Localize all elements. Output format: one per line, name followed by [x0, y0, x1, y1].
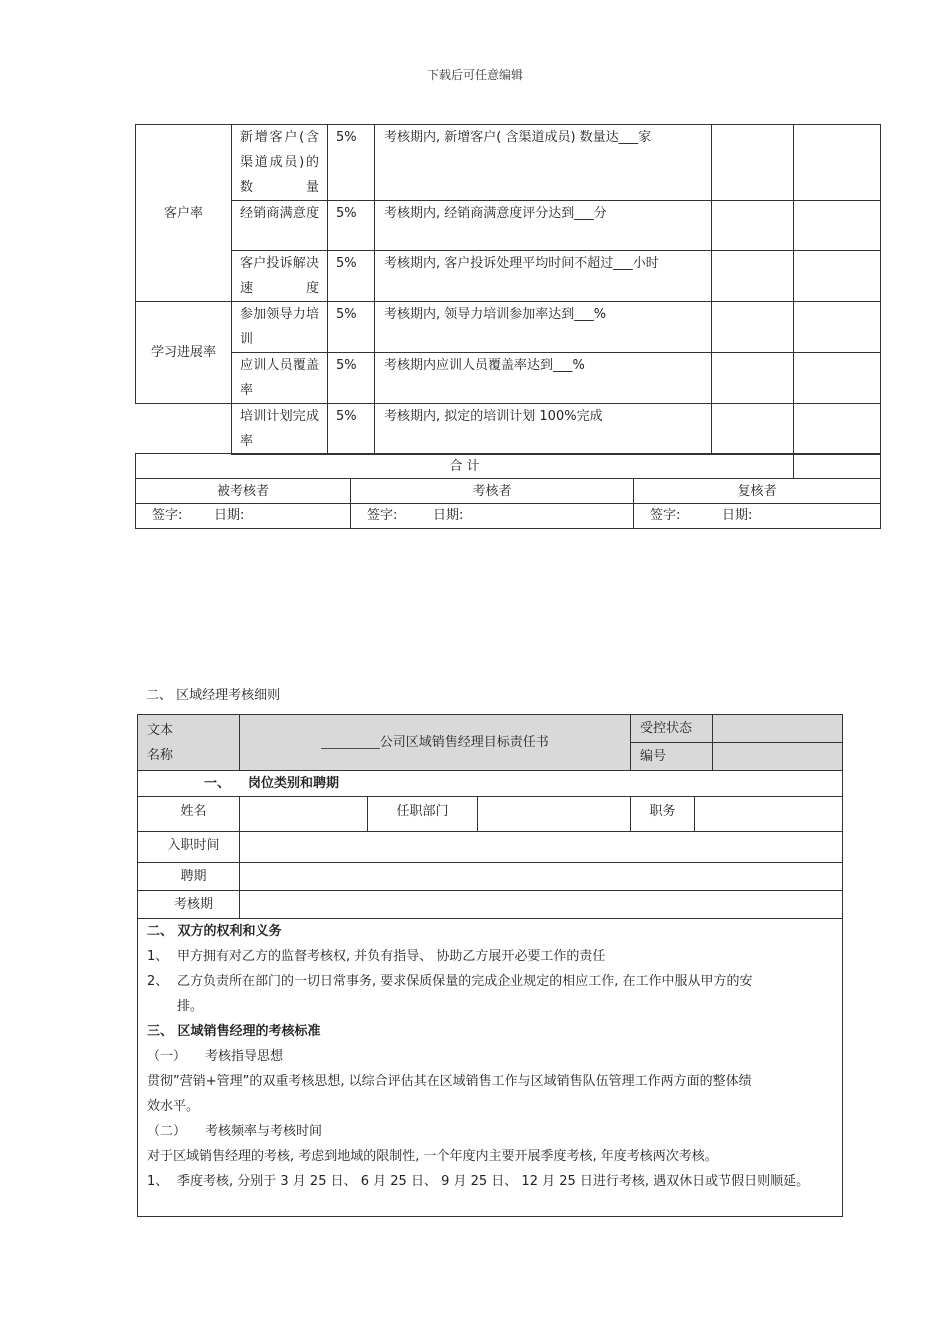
responsibility-doc-table	[137, 714, 843, 1217]
signer-assessor: 考核者	[351, 479, 634, 504]
item-cell: 应训人员覆盖率	[232, 353, 328, 404]
table-row	[136, 353, 881, 404]
date-label: 日期:	[433, 508, 464, 523]
item-cell: 参加领导力培训	[232, 302, 328, 353]
name-field-value[interactable]	[240, 797, 368, 832]
s2-item2-cont: 排。	[177, 999, 204, 1014]
item-cell: 培训计划完成率	[232, 404, 328, 455]
weight-cell: 5%	[328, 125, 375, 201]
sign-label: 签字:	[650, 508, 681, 523]
table-row	[136, 302, 881, 353]
s3-item1: 1、 季度考核, 分别于 3 月 25 日、 6 月 25 日、 9 月 25 日、 12 月 25 日进行考核, 遇双休日或节假日则顺延。	[147, 1174, 810, 1189]
note-cell[interactable]	[794, 125, 881, 201]
term-label: 聘期	[138, 863, 240, 891]
score-cell[interactable]	[712, 353, 794, 404]
control-status-label: 受控状态	[631, 715, 713, 743]
standard-cell: 考核期内, 拟定的培训计划 100%完成	[375, 404, 712, 455]
number-value[interactable]	[713, 743, 843, 771]
weight-cell: 5%	[328, 302, 375, 353]
weight-cell: 5%	[328, 353, 375, 404]
table-row	[136, 404, 881, 455]
table-row	[136, 125, 881, 201]
total-label: 合 计	[136, 454, 794, 479]
item-cell: 新增客户(含渠道成员)的数量	[232, 125, 328, 201]
kpi-table	[135, 124, 881, 455]
s3-sub1-heading: （一） 考核指导思想	[147, 1049, 284, 1064]
score-cell[interactable]	[712, 404, 794, 455]
note-cell[interactable]	[794, 201, 881, 251]
weight-cell: 5%	[328, 251, 375, 302]
signature-table	[135, 453, 881, 529]
body-content	[138, 919, 843, 1217]
note-cell[interactable]	[794, 251, 881, 302]
score-cell[interactable]	[712, 201, 794, 251]
weight-cell: 5%	[328, 201, 375, 251]
sign-label: 签字:	[152, 508, 183, 523]
hire-date-label: 入职时间	[138, 832, 240, 863]
table-row	[136, 251, 881, 302]
standard-cell: 考核期内应训人员覆盖率达到___%	[375, 353, 712, 404]
number-label: 编号	[631, 743, 713, 771]
standard-cell: 考核期内, 客户投诉处理平均时间不超过___小时	[375, 251, 712, 302]
s2-item2: 2、 乙方负责所在部门的一切日常事务, 要求保质保量的完成企业规定的相应工作, 在工作中服从甲方的安	[147, 974, 753, 989]
item-cell: 经销商满意度	[232, 201, 328, 251]
table-row	[136, 201, 881, 251]
section-two-title: 二、 区域经理考核细则	[146, 688, 281, 703]
doc-name-label: 文本 名称	[138, 715, 240, 771]
assess-period-value[interactable]	[240, 891, 843, 919]
section1-heading: 一、 岗位类别和聘期	[138, 771, 843, 797]
hire-date-value[interactable]	[240, 832, 843, 863]
s3-sub2-heading: （二） 考核频率与考核时间	[147, 1124, 323, 1139]
s3-sub1-text: 贯彻”营销+管理”的双重考核思想, 以综合评估其在区域销售工作与区域销售队伍管理工作两方面的整体绩	[147, 1074, 752, 1089]
weight-cell: 5%	[328, 404, 375, 455]
section2-heading: 二、 双方的权利和义务	[147, 924, 282, 939]
note-cell[interactable]	[794, 353, 881, 404]
sign-label: 签字:	[367, 508, 398, 523]
category-cell: 学习进展率	[136, 302, 232, 404]
category-cell: 客户率	[136, 125, 232, 302]
signer-assessee: 被考核者	[136, 479, 351, 504]
note-cell[interactable]	[794, 404, 881, 455]
sign-date-cell[interactable]	[351, 504, 634, 529]
header-note: 下载后可任意编辑	[426, 68, 523, 82]
s2-item1: 1、 甲方拥有对乙方的监督考核权, 并负有指导、 协助乙方展开必要工作的责任	[147, 949, 606, 964]
standard-cell: 考核期内, 经销商满意度评分达到___分	[375, 201, 712, 251]
dept-field-label: 任职部门	[368, 797, 478, 832]
standard-cell: 考核期内, 新增客户( 含渠道成员) 数量达___家	[375, 125, 712, 201]
item-cell: 客户投诉解决速度	[232, 251, 328, 302]
note-cell[interactable]	[794, 302, 881, 353]
dept-field-value[interactable]	[478, 797, 631, 832]
score-cell[interactable]	[712, 302, 794, 353]
control-status-value[interactable]	[713, 715, 843, 743]
assess-period-label: 考核期	[138, 891, 240, 919]
position-field-value[interactable]	[695, 797, 843, 832]
term-value[interactable]	[240, 863, 843, 891]
sign-date-cell[interactable]	[634, 504, 881, 529]
total-value-cell[interactable]	[794, 454, 881, 479]
s3-sub1-text-cont: 效水平。	[147, 1099, 200, 1114]
position-field-label: 职务	[631, 797, 695, 832]
s3-sub2-text: 对于区域销售经理的考核, 考虑到地域的限制性, 一个年度内主要开展季度考核, 年度考核两次考核。	[147, 1149, 718, 1164]
date-label: 日期:	[722, 508, 753, 523]
signer-reviewer: 复核者	[634, 479, 881, 504]
standard-cell: 考核期内, 领导力培训参加率达到___%	[375, 302, 712, 353]
section3-heading: 三、 区域销售经理的考核标准	[147, 1024, 321, 1039]
score-cell[interactable]	[712, 125, 794, 201]
name-field-label: 姓名	[138, 797, 240, 832]
sign-date-cell[interactable]	[136, 504, 351, 529]
score-cell[interactable]	[712, 251, 794, 302]
empty-cell	[136, 404, 232, 455]
date-label: 日期:	[214, 508, 245, 523]
doc-title: _________公司区域销售经理目标责任书	[240, 715, 631, 771]
